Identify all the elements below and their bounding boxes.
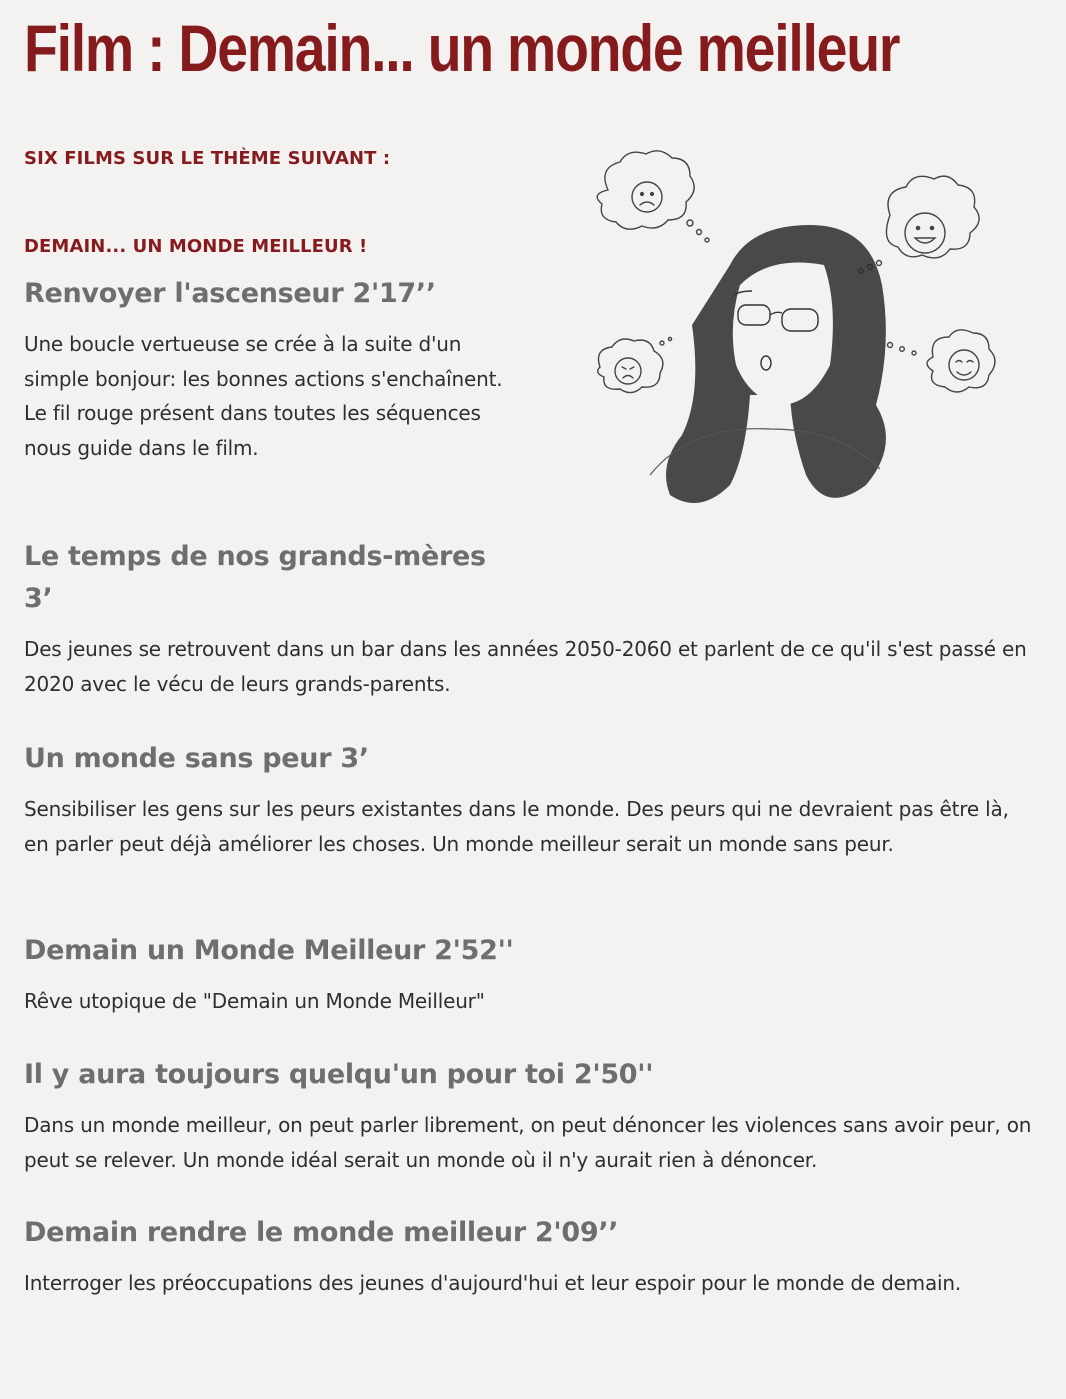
film-description: Des jeunes se retrouvent dans un bar dans les années 2050-2060 et parlent de ce qu'il s'est passé en 2020 avec le vécu de leurs grands-parents. bbox=[24, 637, 1027, 696]
film-item bbox=[24, 930, 1034, 1019]
film-item bbox=[24, 738, 1034, 861]
film-title: Demain rendre le monde meilleur 2'09’’ bbox=[24, 1217, 619, 1248]
film-description: Sensibiliser les gens sur les peurs existantes dans le monde. Des peurs qui ne devraient pas être là, en parler peut déjà améliorer les choses. Un monde meilleur serait un monde sans peur. bbox=[24, 797, 1009, 856]
film-description: Interroger les préoccupations des jeunes d'aujourd'hui et leur espoir pour le monde de demain. bbox=[24, 1271, 962, 1295]
film-title: Un monde sans peur 3’ bbox=[24, 743, 369, 774]
film-item bbox=[24, 536, 1027, 701]
film-title: Demain un Monde Meilleur 2'52'' bbox=[24, 935, 514, 966]
film-title: Il y aura toujours quelqu'un pour toi 2'50'' bbox=[24, 1059, 654, 1090]
film-description: Rêve utopique de "Demain un Monde Meilleur" bbox=[24, 989, 485, 1013]
film-item bbox=[24, 1212, 1034, 1301]
page-title: Film : Demain... un monde meilleur bbox=[24, 11, 900, 85]
film-item bbox=[24, 1054, 1034, 1177]
film-title: Renvoyer l'ascenseur 2'17’’ bbox=[24, 278, 436, 309]
film-description: Dans un monde meilleur, on peut parler librement, on peut dénoncer les violences sans avoir peur, on peut se relever. Un monde idéal serait un monde où il n'y aurait rien à dénoncer. bbox=[24, 1113, 1032, 1172]
film-title: Le temps de nos grands-mères 3’ bbox=[24, 541, 486, 614]
theme-title: DEMAIN... UN MONDE MEILLEUR ! bbox=[24, 236, 368, 257]
film-description: Une boucle vertueuse se crée à la suite d'un simple bonjour: les bonnes actions s'enchaînent. Le fil rouge présent dans toutes les séquences nous guide dans le film. bbox=[24, 332, 503, 460]
film-item bbox=[24, 273, 514, 465]
girl-thinking-illustration bbox=[590, 145, 1010, 535]
theme-intro: SIX FILMS SUR LE THÈME SUIVANT : bbox=[24, 148, 391, 169]
